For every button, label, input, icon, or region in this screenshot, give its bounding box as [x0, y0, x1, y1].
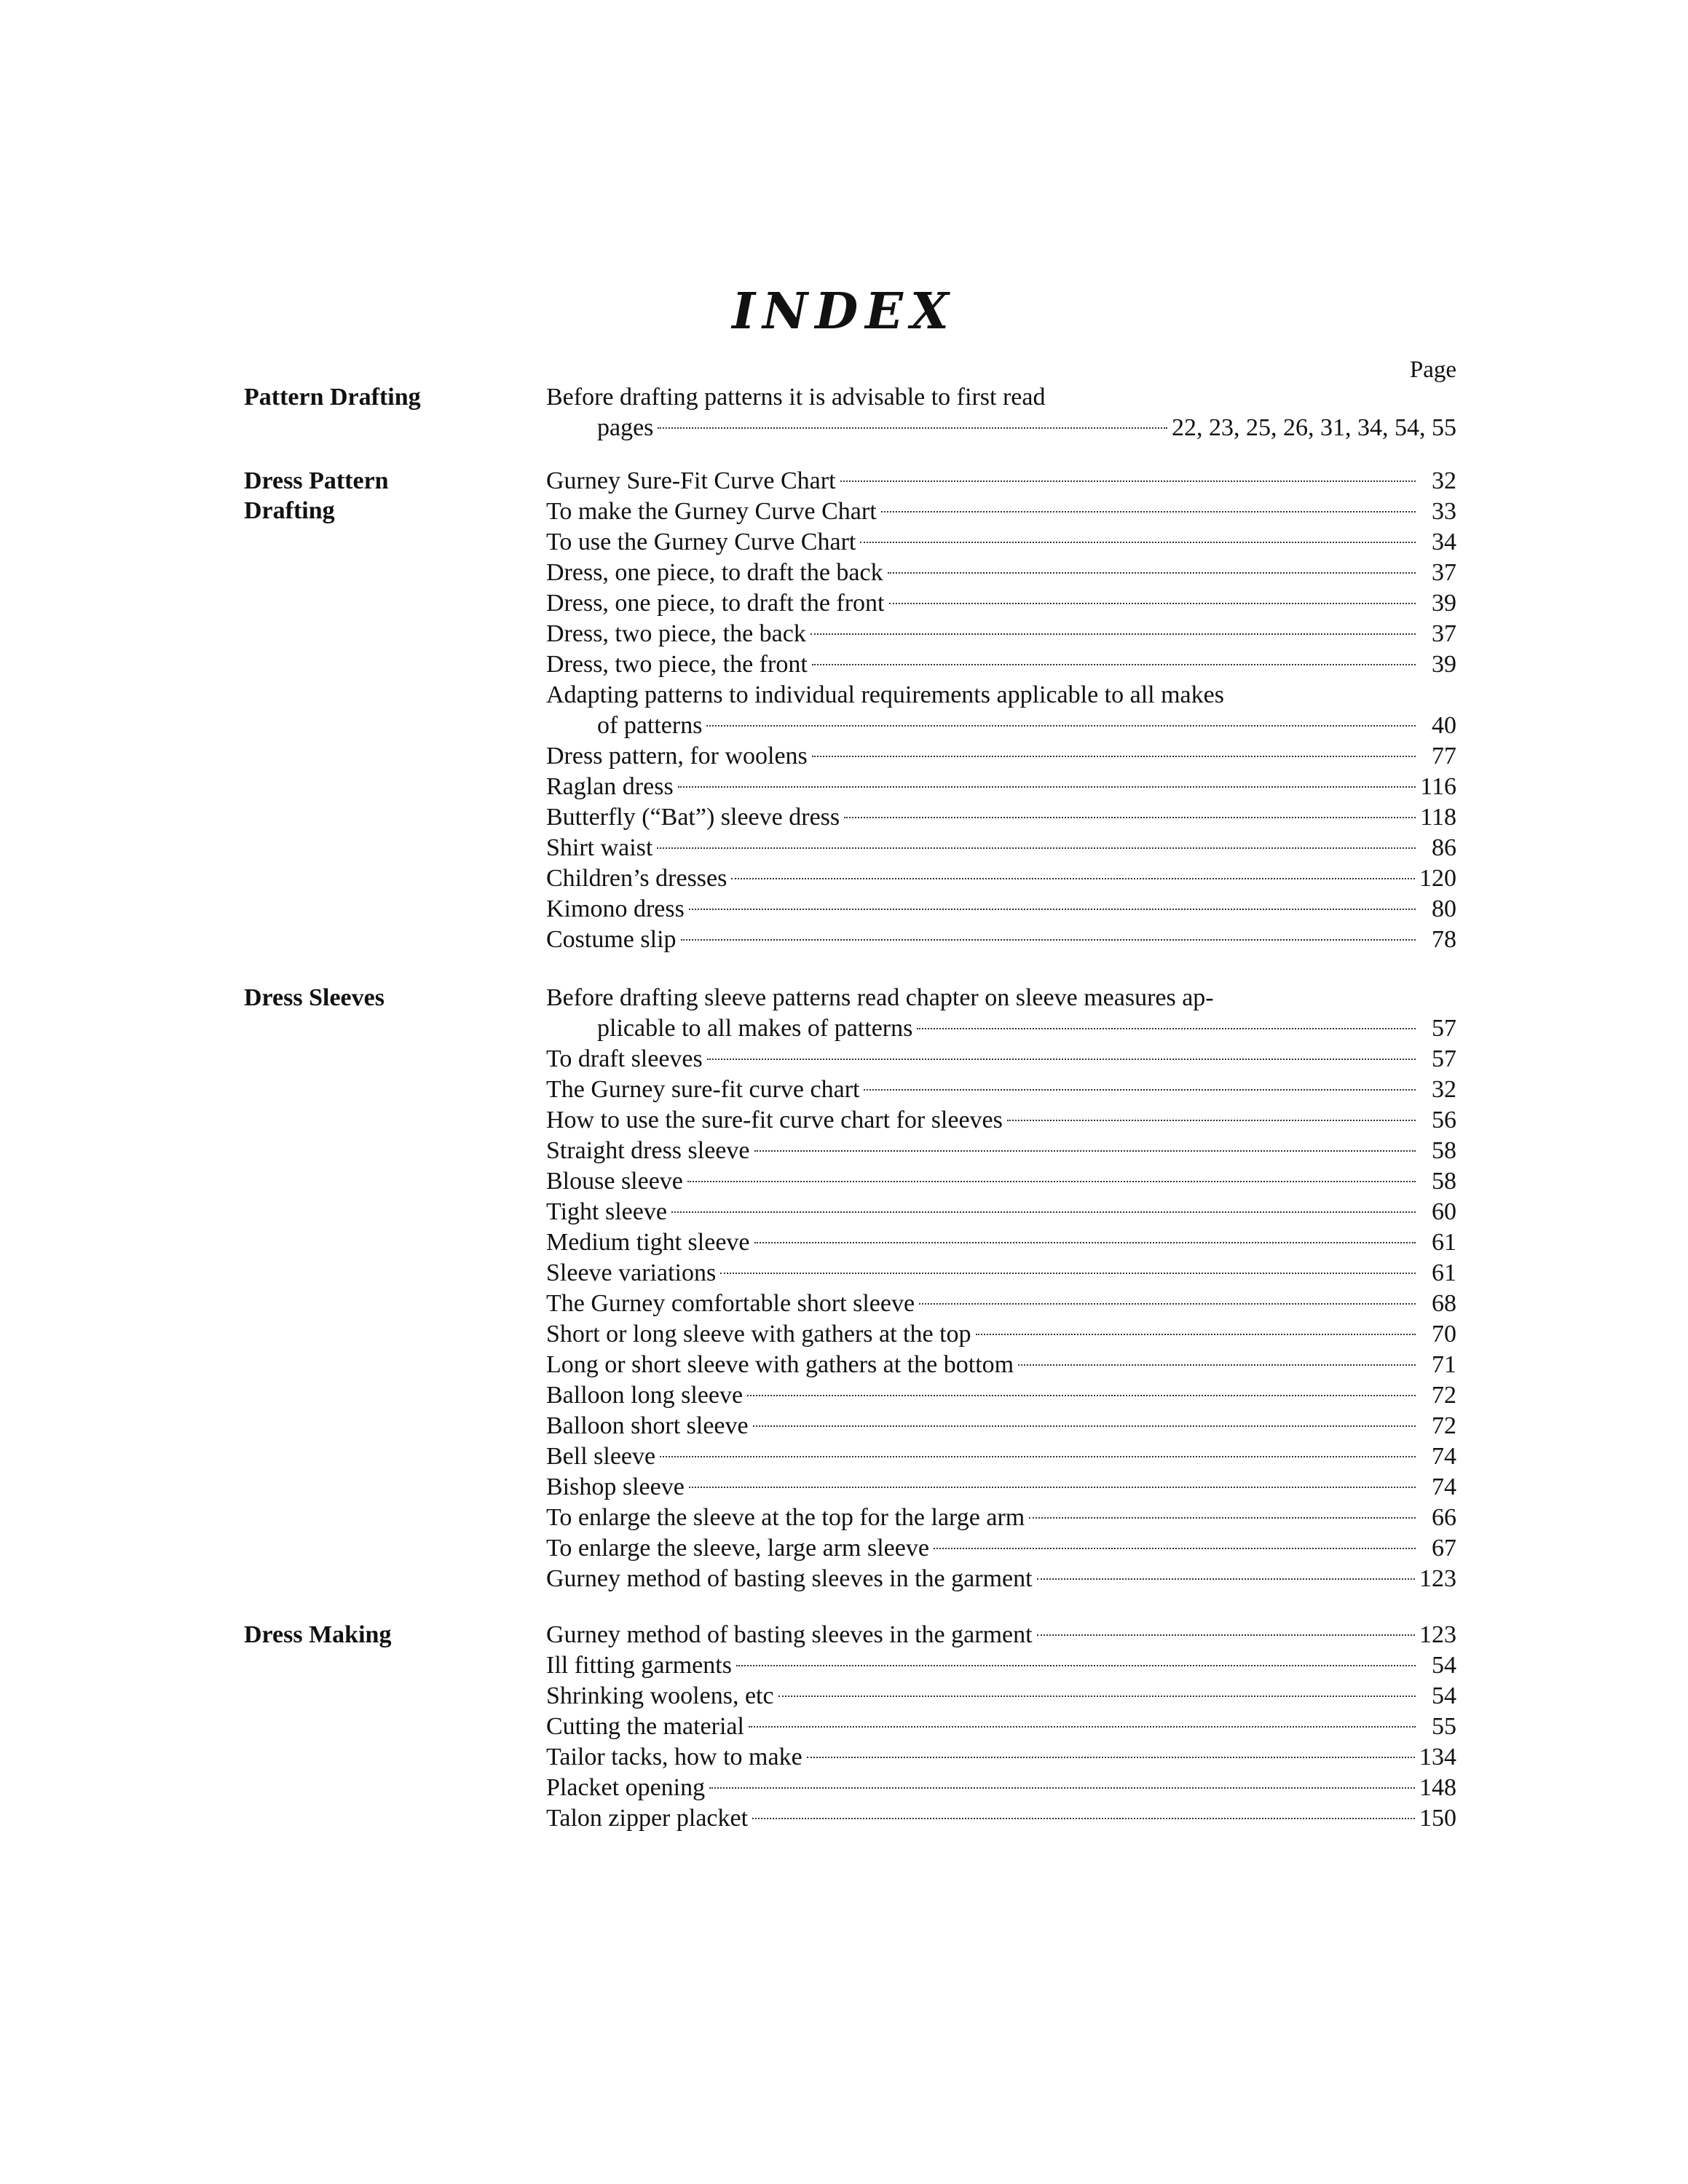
- entry-row: [546, 1533, 1456, 1564]
- entry-row: [546, 1197, 1456, 1227]
- entry-text: Raglan dress: [546, 773, 674, 800]
- dot-leader: [754, 1242, 1416, 1243]
- entry-row: [546, 741, 1456, 772]
- entry-page-number: 40: [1432, 712, 1456, 739]
- dot-leader: [720, 1273, 1416, 1274]
- entry-page-number: 66: [1432, 1504, 1456, 1531]
- dot-leader: [919, 1303, 1416, 1305]
- section-title: [244, 382, 521, 412]
- entry-page-number: 71: [1432, 1351, 1456, 1378]
- dot-leader: [687, 1181, 1416, 1182]
- entry-row: [546, 1136, 1456, 1166]
- entry-page-number: 60: [1432, 1198, 1456, 1225]
- entry-page-number: 37: [1432, 620, 1456, 647]
- entry-page-number: 57: [1432, 1045, 1456, 1072]
- entry-row: [546, 558, 1456, 588]
- entry-page-number: 86: [1432, 834, 1456, 861]
- entry-text: pages: [597, 414, 654, 441]
- entry-text: Tailor tacks, how to make: [546, 1744, 802, 1770]
- dot-leader: [752, 1818, 1415, 1819]
- dot-leader: [754, 1150, 1416, 1152]
- entry-page-number: 77: [1432, 743, 1456, 769]
- entry-row: [546, 1166, 1456, 1197]
- entry-page-number: 54: [1432, 1682, 1456, 1709]
- entry-text: Placket opening: [546, 1774, 706, 1801]
- entry-text: To enlarge the sleeve at the top for the large arm: [546, 1504, 1025, 1531]
- entry-row: [546, 1441, 1456, 1472]
- entry-row: [546, 1773, 1456, 1803]
- entry-text: To make the Gurney Curve Chart: [546, 498, 877, 525]
- entry-text-line: Adapting patterns to individual requirements applicable to all makes: [546, 681, 1224, 708]
- index-entry: [546, 1803, 1456, 1834]
- entry-row: [546, 894, 1456, 925]
- index-entry: [546, 1564, 1456, 1594]
- index-entry: [546, 1350, 1456, 1380]
- entry-row: [546, 466, 1456, 496]
- entry-text: plicable to all makes of patterns: [597, 1015, 913, 1042]
- index-entry: [546, 772, 1456, 802]
- dot-leader: [811, 633, 1416, 635]
- index-entry: [546, 1441, 1456, 1472]
- entry-page-number: 72: [1432, 1382, 1456, 1409]
- entry-text: Bell sleeve: [546, 1443, 656, 1470]
- entry-page-number: 61: [1432, 1259, 1456, 1286]
- entry-text-line: Before drafting patterns it is advisable to first read: [546, 384, 1046, 411]
- entry-page-number: 123: [1419, 1565, 1456, 1592]
- entry-page-number: 39: [1432, 651, 1456, 678]
- index-entry: [546, 1166, 1456, 1197]
- entry-text: Gurney Sure-Fit Curve Chart: [546, 467, 836, 494]
- entry-row: [546, 496, 1456, 527]
- entry-text: Straight dress sleeve: [546, 1137, 750, 1164]
- entry-page-number: 134: [1419, 1744, 1456, 1770]
- dot-leader: [689, 909, 1416, 910]
- dot-leader: [660, 1456, 1416, 1457]
- entry-page-number: 123: [1419, 1621, 1456, 1648]
- entry-text: Shirt waist: [546, 834, 653, 861]
- entry-page-number: 37: [1432, 559, 1456, 586]
- entry-row: [546, 1258, 1456, 1289]
- dot-leader: [860, 542, 1416, 543]
- entry-text: Dress, one piece, to draft the back: [546, 559, 883, 586]
- entry-text: Gurney method of basting sleeves in the garment: [546, 1621, 1033, 1648]
- dot-leader: [840, 480, 1416, 482]
- dot-leader: [706, 725, 1416, 727]
- index-entry: [546, 496, 1456, 527]
- section-title-line: Pattern Drafting: [244, 384, 421, 411]
- entry-row: [546, 833, 1456, 863]
- dot-leader: [707, 1059, 1416, 1060]
- entry-page-number: 32: [1432, 467, 1456, 494]
- entry-page-number: 32: [1432, 1076, 1456, 1103]
- entry-text: To enlarge the sleeve, large arm sleeve: [546, 1535, 929, 1562]
- entry-row: [546, 649, 1456, 680]
- entry-text: Kimono dress: [546, 895, 685, 922]
- entry-text: Bishop sleeve: [546, 1473, 685, 1500]
- index-entry: [546, 1620, 1456, 1650]
- entry-row: [546, 588, 1456, 619]
- index-entry: [546, 1197, 1456, 1227]
- dot-leader: [1037, 1634, 1415, 1636]
- entry-text: Ill fitting garments: [546, 1652, 732, 1679]
- dot-leader: [657, 847, 1416, 849]
- index-entry: [546, 1773, 1456, 1803]
- entry-text: Blouse sleeve: [546, 1168, 683, 1195]
- entry-page-number: 120: [1419, 865, 1456, 892]
- dot-leader: [1029, 1517, 1416, 1519]
- dot-leader: [681, 939, 1416, 941]
- index-entry: [546, 983, 1456, 1044]
- entry-page-number: 58: [1432, 1137, 1456, 1164]
- dot-leader: [731, 878, 1415, 879]
- entry-text: Butterfly (“Bat”) sleeve dress: [546, 804, 840, 831]
- section-entries: [546, 1620, 1456, 1834]
- section-title: [244, 466, 521, 526]
- entry-row: [546, 711, 1456, 741]
- entry-row: [546, 1742, 1456, 1773]
- index-entry: [546, 1105, 1456, 1136]
- entry-row: [546, 1650, 1456, 1681]
- index-entry: [546, 1075, 1456, 1105]
- entry-row: [546, 1319, 1456, 1350]
- entry-text: Balloon long sleeve: [546, 1382, 744, 1409]
- entry-page-number: 78: [1432, 926, 1456, 953]
- entry-page-number: 22, 23, 25, 26, 31, 34, 54, 55: [1172, 414, 1456, 441]
- index-entry: [546, 741, 1456, 772]
- dot-leader: [976, 1334, 1416, 1335]
- entry-page-number: 116: [1420, 773, 1456, 800]
- entry-text: Short or long sleeve with gathers at the top: [546, 1321, 971, 1348]
- index-entry: [546, 558, 1456, 588]
- index-entry: [546, 894, 1456, 925]
- entry-row: [546, 1803, 1456, 1834]
- dot-leader: [736, 1665, 1416, 1666]
- index-entry: [546, 1258, 1456, 1289]
- entry-row: [546, 527, 1456, 558]
- dot-leader: [807, 1757, 1415, 1758]
- entry-page-number: 33: [1432, 498, 1456, 525]
- dot-leader: [934, 1548, 1416, 1549]
- index-entry: [546, 833, 1456, 863]
- entry-page-number: 54: [1432, 1652, 1456, 1679]
- index-entry: [546, 1044, 1456, 1075]
- entry-text: Balloon short sleeve: [546, 1412, 749, 1439]
- entry-row: [546, 1013, 1456, 1044]
- entry-text-line: Before drafting sleeve patterns read chapter on sleeve measures ap-: [546, 984, 1214, 1011]
- index-entry: [546, 1319, 1456, 1350]
- entry-text: Gurney method of basting sleeves in the garment: [546, 1565, 1033, 1592]
- dot-leader: [658, 427, 1167, 429]
- dot-leader: [1007, 1120, 1416, 1121]
- entry-page-number: 70: [1432, 1321, 1456, 1348]
- index-entry: [546, 1681, 1456, 1712]
- dot-leader: [749, 1726, 1416, 1728]
- dot-leader: [812, 664, 1416, 665]
- dot-leader: [1037, 1578, 1415, 1580]
- dot-leader: [689, 1487, 1416, 1488]
- entry-page-number: 68: [1432, 1290, 1456, 1317]
- entry-text: Costume slip: [546, 926, 677, 953]
- entry-row: [546, 772, 1456, 802]
- entry-row: [546, 1380, 1456, 1411]
- entry-row: [546, 1227, 1456, 1258]
- index-entry: [546, 1650, 1456, 1681]
- section-title: [244, 1620, 521, 1650]
- index-entry: [546, 863, 1456, 894]
- dot-leader: [844, 817, 1416, 818]
- entry-text: Tight sleeve: [546, 1198, 667, 1225]
- entry-row: [546, 1503, 1456, 1533]
- index-entry: [546, 1411, 1456, 1441]
- entry-text: Long or short sleeve with gathers at the bottom: [546, 1351, 1014, 1378]
- dot-leader: [864, 1089, 1416, 1091]
- index-entry: [546, 1472, 1456, 1503]
- entry-row: [546, 1411, 1456, 1441]
- entry-page-number: 74: [1432, 1473, 1456, 1500]
- entry-row: [546, 1620, 1456, 1650]
- index-entry: [546, 1503, 1456, 1533]
- dot-leader: [888, 572, 1416, 574]
- dot-leader: [881, 511, 1416, 513]
- entry-text: Talon zipper placket: [546, 1805, 749, 1832]
- entry-row: [546, 863, 1456, 894]
- entry-page-number: 72: [1432, 1412, 1456, 1439]
- page-column-label: Page: [1409, 357, 1456, 383]
- entry-text: Cutting the material: [546, 1713, 744, 1740]
- entry-text: How to use the sure-fit curve chart for sleeves: [546, 1107, 1003, 1133]
- dot-leader: [709, 1787, 1415, 1789]
- index-entry: [546, 1533, 1456, 1564]
- entry-text: Dress, one piece, to draft the front: [546, 590, 885, 617]
- entry-page-number: 39: [1432, 590, 1456, 617]
- dot-leader: [747, 1395, 1416, 1396]
- index-entry: [546, 649, 1456, 680]
- entry-text: of patterns: [597, 712, 703, 739]
- index-entry: [546, 802, 1456, 833]
- dot-leader: [812, 756, 1416, 757]
- section-title-line: Dress Making: [244, 1621, 392, 1648]
- entry-text: Dress, two piece, the back: [546, 620, 806, 647]
- dot-leader: [889, 603, 1416, 604]
- entry-row: [546, 1289, 1456, 1319]
- entry-text: Shrinking woolens, etc: [546, 1682, 774, 1709]
- dot-leader: [671, 1211, 1416, 1213]
- entry-row: [546, 925, 1456, 955]
- index-entry: [546, 466, 1456, 496]
- entry-page-number: 150: [1419, 1805, 1456, 1832]
- entry-row: [546, 802, 1456, 833]
- dot-leader: [778, 1696, 1416, 1697]
- entry-text: To use the Gurney Curve Chart: [546, 529, 856, 555]
- entry-page-number: 56: [1432, 1107, 1456, 1133]
- entry-row: [546, 1681, 1456, 1712]
- index-entry: [546, 1380, 1456, 1411]
- entry-text: Dress pattern, for woolens: [546, 743, 808, 769]
- entry-page-number: 118: [1420, 804, 1456, 831]
- entry-page-number: 74: [1432, 1443, 1456, 1470]
- dot-leader: [1018, 1364, 1416, 1366]
- entry-page-number: 55: [1432, 1713, 1456, 1740]
- entry-row: [546, 1564, 1456, 1594]
- index-entry: [546, 527, 1456, 558]
- entry-row: [546, 619, 1456, 649]
- entry-page-number: 61: [1432, 1229, 1456, 1256]
- entry-text: Children’s dresses: [546, 865, 727, 892]
- index-entry: [546, 1136, 1456, 1166]
- index-entry: [546, 680, 1456, 741]
- section-entries: [546, 466, 1456, 955]
- dot-leader: [917, 1028, 1416, 1029]
- entry-row: [546, 1105, 1456, 1136]
- entry-page-number: 34: [1432, 529, 1456, 555]
- entry-text: Dress, two piece, the front: [546, 651, 808, 678]
- dot-leader: [753, 1425, 1416, 1427]
- section-title: [244, 983, 521, 1013]
- entry-row: [546, 1075, 1456, 1105]
- index-entry: [546, 1712, 1456, 1742]
- index-entry: [546, 1742, 1456, 1773]
- index-entry: [546, 588, 1456, 619]
- entry-page-number: 57: [1432, 1015, 1456, 1042]
- section-title-line: Drafting: [244, 497, 335, 524]
- entry-page-number: 58: [1432, 1168, 1456, 1195]
- index-entry: [546, 1227, 1456, 1258]
- entry-page-number: 148: [1419, 1774, 1456, 1801]
- section-entries: [546, 983, 1456, 1594]
- entry-row: [546, 1044, 1456, 1075]
- entry-text: To draft sleeves: [546, 1045, 703, 1072]
- entry-text: The Gurney sure-fit curve chart: [546, 1076, 860, 1103]
- entry-row: [546, 1712, 1456, 1742]
- entry-row: [546, 1472, 1456, 1503]
- section-title-line: Dress Sleeves: [244, 984, 384, 1011]
- entry-row: [546, 413, 1456, 443]
- entry-text: The Gurney comfortable short sleeve: [546, 1290, 915, 1317]
- section-entries: [546, 382, 1456, 443]
- index-entry: [546, 925, 1456, 955]
- page-title: INDEX: [732, 282, 956, 341]
- dot-leader: [678, 786, 1416, 788]
- entry-text: Sleeve variations: [546, 1259, 717, 1286]
- entry-text: Medium tight sleeve: [546, 1229, 750, 1256]
- index-entry: [546, 619, 1456, 649]
- section-title-line: Dress Pattern: [244, 467, 389, 494]
- entry-page-number: 80: [1432, 895, 1456, 922]
- index-entry: [546, 382, 1456, 443]
- entry-page-number: 67: [1432, 1535, 1456, 1562]
- entry-row: [546, 1350, 1456, 1380]
- index-entry: [546, 1289, 1456, 1319]
